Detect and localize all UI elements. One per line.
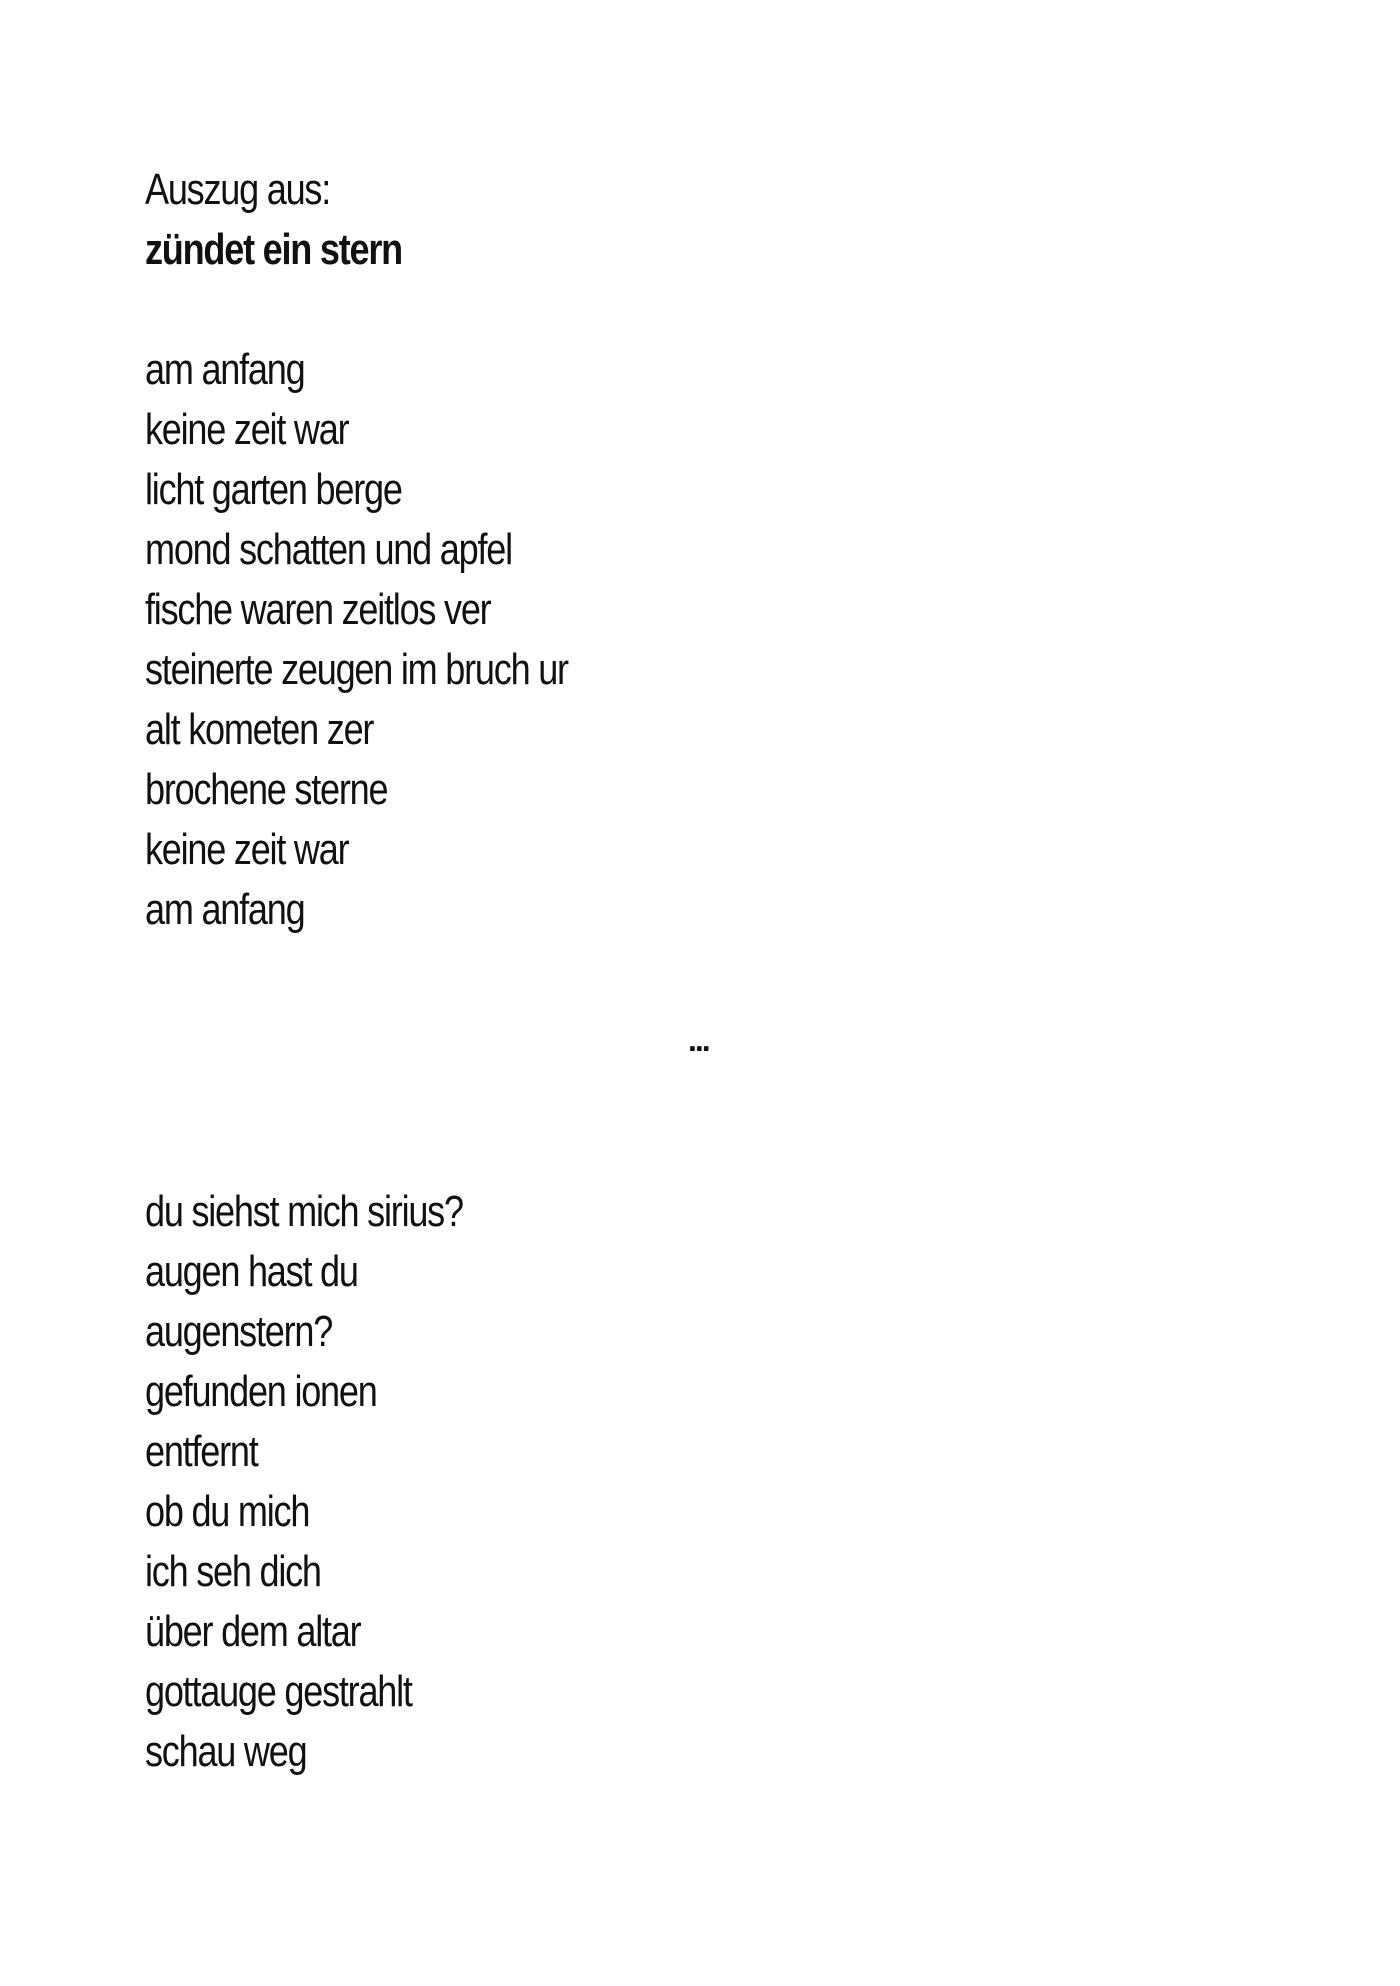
stanza-1-line: mond schatten und apfel	[145, 525, 512, 574]
stanza-1-line: licht garten berge	[145, 465, 402, 514]
stanza-1	[145, 340, 661, 940]
stanza-2-line: entfernt	[145, 1427, 258, 1476]
stanza-2-line: ich seh dich	[145, 1547, 321, 1596]
stanza-1-line: alt kometen zer	[145, 705, 374, 754]
stanza-1-line: brochene sterne	[145, 765, 388, 814]
stanza-2-line: gefunden ionen	[145, 1367, 377, 1416]
stanza-1-line: am anfang	[145, 345, 305, 394]
stanza-1-line: keine zeit war	[145, 405, 349, 454]
stanza-1-line: fische waren zeitlos ver	[145, 585, 491, 634]
stanza-2-line: ob du mich	[145, 1487, 310, 1536]
stanza-1-line: keine zeit war	[145, 825, 349, 874]
section-separator: ...	[688, 1022, 709, 1058]
stanza-2-line: über dem altar	[145, 1607, 361, 1656]
poem-header	[145, 160, 458, 280]
stanza-1-line: steinerte zeugen im bruch ur	[145, 645, 568, 694]
stanza-2	[145, 1182, 533, 1782]
excerpt-intro: Auszug aus:	[145, 165, 331, 214]
stanza-2-line: du siehst mich sirius?	[145, 1187, 463, 1236]
stanza-2-line: augenstern?	[145, 1307, 333, 1356]
stanza-1-line: am anfang	[145, 885, 305, 934]
stanza-2-line: schau weg	[145, 1727, 307, 1776]
stanza-2-line: augen hast du	[145, 1247, 358, 1296]
poem-title: zündet ein stern	[145, 225, 402, 274]
stanza-2-line: gottauge gestrahlt	[145, 1667, 412, 1716]
